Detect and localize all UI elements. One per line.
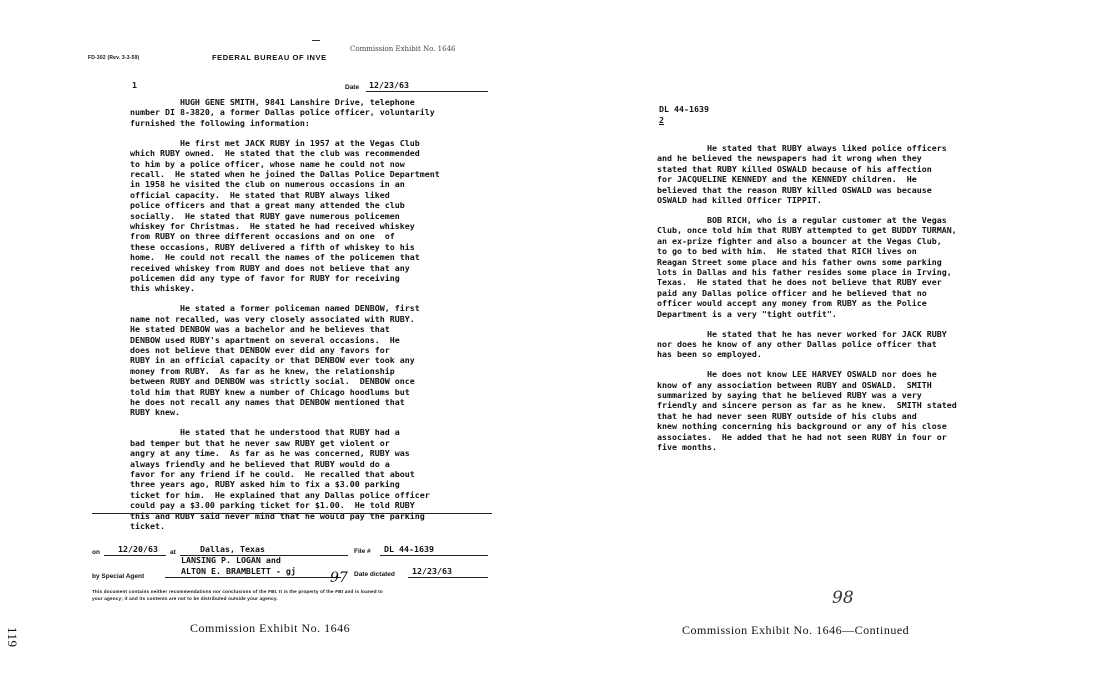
rotated-page-number-box (0, 627, 28, 655)
rotated-page-number: 119 (5, 627, 20, 648)
header-dash (312, 40, 320, 41)
right-paragraph: He stated that he has never worked for JACK RUBY nor does he know of any other Dallas police officer that has been so employed. (657, 328, 947, 360)
right-paragraph: He does not know LEE HARVEY OSWALD nor does he know of any association between RUBY and OSWALD. SMITH summarized by saying that he believed RUBY was a very friendly and sincere person as far as he knew. SMITH stated that he had never seen RUBY outside of his clubs and knew nothing concerning his background or any of his close associates. He added that he had not seen RUBY in four or five months. (657, 369, 957, 453)
agents-line-1: LANSING P. LOGAN and (181, 555, 281, 565)
form-divider (92, 513, 492, 514)
left-paragraph: HUGH GENE SMITH, 9841 Lanshire Drive, telephone number DI 8-3820, a former Dallas police officer, voluntarily furnished the following information: (130, 97, 435, 128)
page-number: 1 (132, 80, 137, 90)
left-paragraph: He stated a former policeman named DENBOW, first name not recalled, was very closely associated with RUBY. He stated DENBOW was a bachelor and he believes that DENBOW used RUBY's apartment on several occasions. He does not believe that DENBOW ever did any favors for RUBY in an official capacity or that DENBOW ever took any money from RUBY. As far as he knew, the relationship between RUBY and DENBOW was strictly social. DENBOW once told him that RUBY knew a number of Chicago hoodlums but he does not recall any names that DENBOW mentioned that RUBY knew. (130, 303, 420, 418)
right-paragraph: BOB RICH, who is a regular customer at the Vegas Club, once told him that RUBY attempted to get BUDDY TURMAN, an ex-prize fighter and also a bouncer at the Vegas Club, to go to bed with him. He stated that RICH lives on Reagan Street some place and his father owns some parking lots in Dallas and his father resides some place in Irving, Texas. He stated that he does not believe that RUBY ever paid any Dallas police officer and he believed that no officer would accept any money from RUBY as the Police Department is a very "tight outfit". (657, 214, 957, 319)
agency-header: FEDERAL BUREAU OF INVE (212, 53, 327, 62)
right-paragraph: He stated that RUBY always liked police officers and he believed the newspapers had it wrong when they stated that RUBY killed OSWALD because of his affection for JACQUELINE KENNEDY and the KENNEDY children. He believed that the reason RUBY killed OSWALD was because OSWALD had killed Officer TIPPIT. (657, 143, 947, 206)
agents-line-2: ALTON E. BRAMBLETT - gj (181, 566, 296, 576)
disclaimer-line-2: your agency; it and its contents are not to be distributed outside your agency. (92, 596, 278, 601)
left-caption: Commission Exhibit No. 1646 (190, 621, 351, 635)
dictated-label: Date dictated (354, 571, 395, 578)
by-label: by Special Agent (92, 573, 145, 580)
right-body (657, 143, 1037, 462)
date-label: Date (345, 84, 360, 91)
file-reference: DL 44-1639 (659, 104, 709, 114)
left-paragraph: He stated that he understood that RUBY had a bad temper but that he never saw RUBY get violent or angry at any time. As far as he was concerned, RUBY was always friendly and he believed that RUBY would do a favor for any friend if he could. He recalled that about three years ago, RUBY asked him to fix a $3.00 parking ticket for him. He explained that any Dallas police officer could pay a $3.00 parking ticket for $1.00. He told RUBY this and RUBY said never mind that he would pay the parking ticket. (130, 427, 430, 531)
disclaimer-line-1: This document contains neither recommendations nor conclusions of the FBI. It is the property of the FBI and is loaned to (92, 589, 383, 594)
right-handwritten-number: 98 (832, 588, 854, 608)
dictated-underline (408, 577, 488, 578)
file-label: File # (354, 548, 371, 555)
left-body (130, 97, 500, 541)
form-number: FD-302 (Rev. 3-3-59) (88, 55, 140, 61)
left-paragraph: He first met JACK RUBY in 1957 at the Vegas Club which RUBY owned. He stated that the club was recommended to him by a police officer, whose name he could not now recall. He stated when he joined the Dallas Police Department in 1958 he visited the club on numerous occasions in an official capacity. He stated that RUBY always liked police officers and that a great many attended the club socially. He stated that RUBY gave numerous policemen whiskey for Christmas. He stated he had received whiskey from RUBY on three different occasions and on one of these occasions, RUBY delivered a fifth of whiskey to his home. He could not recall the names of the policemen that received whiskey from RUBY and does not believe that any policemen did any type of favor for RUBY for receiving this whiskey. (130, 137, 440, 294)
file-value: DL 44-1639 (384, 544, 434, 554)
at-value: Dallas, Texas (200, 544, 265, 554)
agents-underline (165, 577, 341, 578)
on-label: on (92, 549, 100, 556)
on-underline (104, 555, 166, 556)
on-value: 12/20/63 (118, 544, 158, 554)
at-label: at (170, 549, 176, 556)
right-caption: Commission Exhibit No. 1646—Continued (682, 623, 910, 637)
file-underline (380, 555, 488, 556)
exhibit-stamp: Commission Exhibit No. 1646 (350, 45, 456, 53)
dictated-value: 12/23/63 (412, 566, 452, 576)
right-page-number: 2 (659, 115, 664, 125)
date-underline (366, 91, 488, 92)
date-value: 12/23/63 (369, 80, 409, 90)
handwritten-number: 97 (330, 570, 348, 586)
